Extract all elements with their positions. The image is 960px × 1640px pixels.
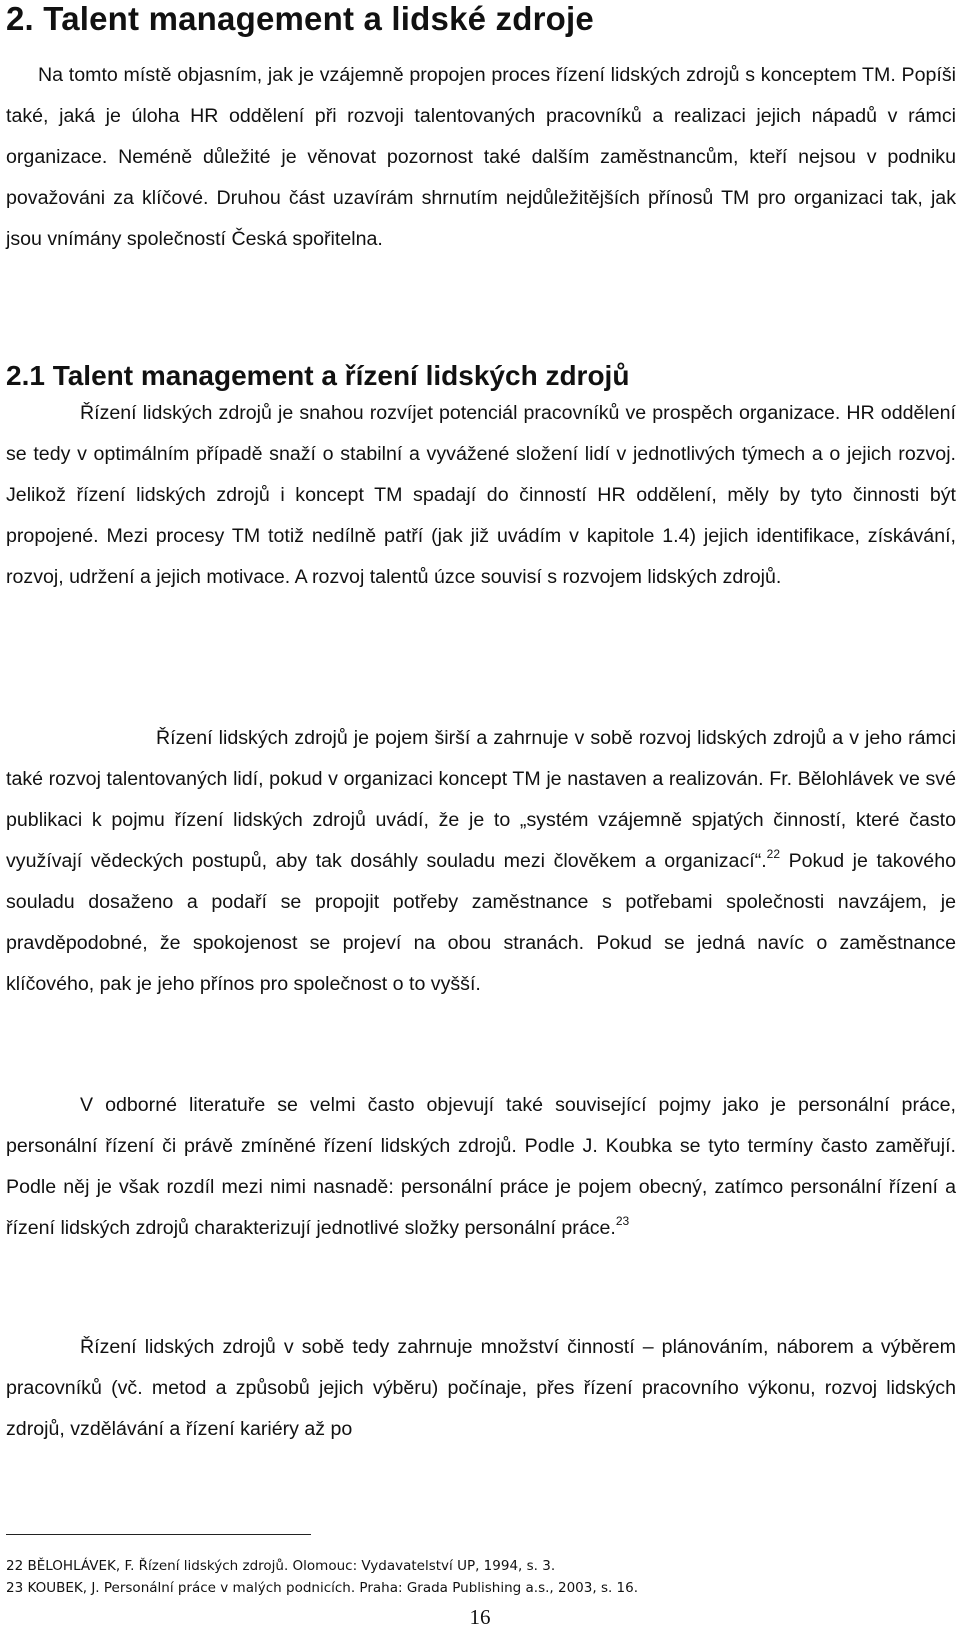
paragraph-2-text-b: Pokud je takového souladu dosaženo a podaří se propojit potřeby zaměstnance s potřebami společnosti navzájem, je pravděpodobné, že spokojenost se projeví na obou stranách. Pokud se jedná navíc o zaměstnance klíčového, pak je jeho přínos pro společnost o to vyšší. <box>6 850 956 995</box>
footnote-ref-22: 22 <box>766 847 781 861</box>
paragraph-2-text-a: Řízení lidských zdrojů je pojem širší a zahrnuje v sobě rozvoj lidských zdrojů a v jeho rámci také rozvoj talentovaných lidí, pokud v organizaci koncept TM je nastaven a realizován. Fr. Bělohlávek ve své publikaci k pojmu řízení lidských zdrojů uvádí, že je to „systém vzájemně spjatých činností, které často využívají vědeckých postupů, aby tak dosáhly souladu mezi člověkem a organizací“. <box>6 727 956 872</box>
paragraph-4: Řízení lidských zdrojů v sobě tedy zahrnuje množství činností – plánováním, náborem a výběrem pracovníků (vč. metod a způsobů jejich výběru) počínaje, přes řízení pracovního výkonu, rozvoj lidských zdrojů, vzdělávání a řízení kariéry až po <box>6 1336 956 1440</box>
paragraph-1: Řízení lidských zdrojů je snahou rozvíjet potenciál pracovníků ve prospěch organizace. HR oddělení se tedy v optimálním případě snaží o stabilní a vyvážené složení lidí v jednotlivých týmech a o jejich rozvoj. Jelikož řízení lidských zdrojů i koncept TM spadají do činností HR oddělení, měly by tyto činnosti být propojené. Mezi procesy TM totiž nedílně patří (jak již uvádím v kapitole 1.4) jejich identifikace, získávání, rozvoj, udržení a jejich motivace. A rozvoj talentů úzce souvisí s rozvojem lidských zdrojů. <box>6 402 956 588</box>
paragraph-2 <box>6 718 956 1005</box>
footnote-ref-23: 23 <box>615 1214 630 1228</box>
section-heading: 2.1 Talent management a řízení lidských zdrojů <box>6 360 630 391</box>
footnote-separator <box>6 1534 311 1535</box>
footnote-22: 22 BĚLOHLÁVEK, F. Řízení lidských zdrojů. Olomouc: Vydavatelství UP, 1994, s. 3. <box>6 1558 556 1574</box>
paragraph-3 <box>6 1085 956 1249</box>
page-number: 16 <box>469 1605 491 1629</box>
paragraph-3-text: V odborné literatuře se velmi často objevují také související pojmy jako je personální práce, personální řízení či právě zmíněné řízení lidských zdrojů. Podle J. Koubka se tyto termíny často zaměřují. Podle něj je však rozdíl mezi nimi nasnadě: personální práce je pojem obecný, zatímco personální řízení a řízení lidských zdrojů charakterizují jednotlivé složky personální práce. <box>6 1094 956 1239</box>
chapter-heading: 2. Talent management a lidské zdroje <box>6 0 594 37</box>
footnote-23: 23 KOUBEK, J. Personální práce v malých podnicích. Praha: Grada Publishing a.s., 2003, s. 16. <box>6 1580 639 1596</box>
intro-paragraph: Na tomto místě objasním, jak je vzájemně propojen proces řízení lidských zdrojů s konceptem TM. Popíši také, jaká je úloha HR oddělení při rozvoji talentovaných pracovníků a realizaci jejich nápadů v rámci organizace. Neméně důležité je věnovat pozornost také dalším zaměstnancům, kteří nejsou v podniku považováni za klíčové. Druhou část uzavírám shrnutím nejdůležitějších přínosů TM pro organizaci tak, jak jsou vnímány společností Česká spořitelna. <box>6 64 956 250</box>
